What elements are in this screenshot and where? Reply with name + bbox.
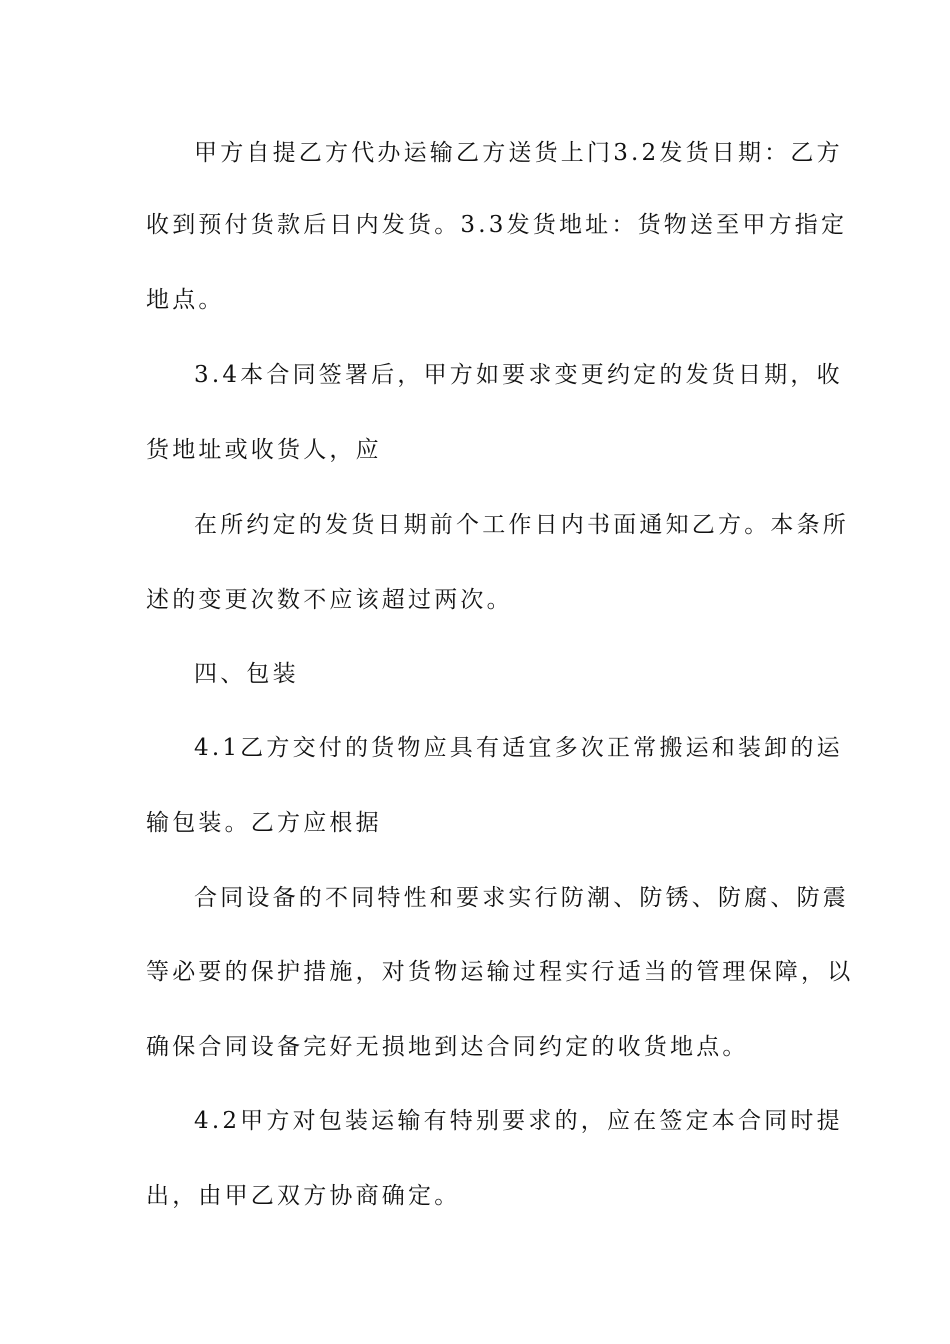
paragraph-line: 4.1乙方交付的货物应具有适宜多次正常搬运和装卸的运 <box>194 735 843 761</box>
paragraph-line: 4.2甲方对包装运输有特别要求的，应在签定本合同时提 <box>194 1108 843 1134</box>
paragraph-line: 出，由甲乙双方协商确定。 <box>146 1183 461 1209</box>
paragraph-line: 述的变更次数不应该超过两次。 <box>146 587 513 613</box>
section-heading: 四、包装 <box>194 661 299 687</box>
paragraph-line: 在所约定的发货日期前个工作日内书面通知乙方。本条所 <box>194 512 849 538</box>
paragraph-line: 地点。 <box>146 287 225 313</box>
paragraph-line: 甲方自提乙方代办运输乙方送货上门3.2发货日期：乙方 <box>194 140 843 166</box>
paragraph-line: 合同设备的不同特性和要求实行防潮、防锈、防腐、防震 <box>194 885 849 911</box>
paragraph-line: 确保合同设备完好无损地到达合同约定的收货地点。 <box>146 1034 749 1060</box>
paragraph-line: 货地址或收货人，应 <box>146 437 382 463</box>
paragraph-line: 输包装。乙方应根据 <box>146 810 382 836</box>
paragraph-line: 3.4本合同签署后，甲方如要求变更约定的发货日期，收 <box>194 362 843 388</box>
paragraph-line: 等必要的保护措施，对货物运输过程实行适当的管理保障，以 <box>146 959 854 985</box>
paragraph-line: 收到预付货款后日内发货。3.3发货地址：货物送至甲方指定 <box>146 212 848 238</box>
